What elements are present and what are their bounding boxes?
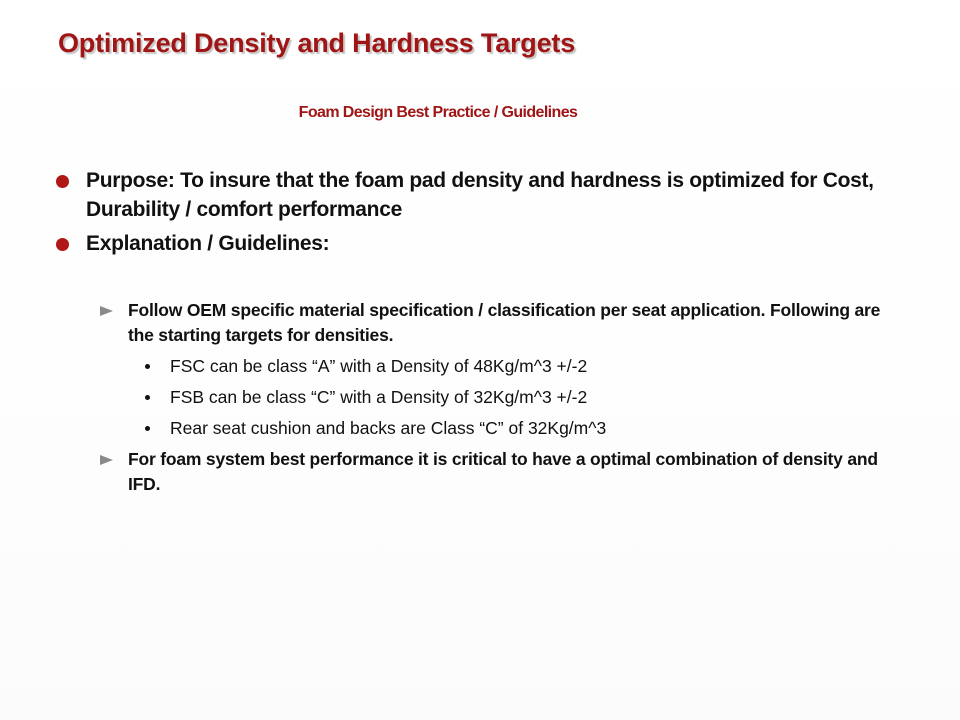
target-text: Rear seat cushion and backs are Class “C” of 32Kg/m^3 — [170, 418, 607, 438]
target-text: FSC can be class “A” with a Density of 48Kg/m^3 +/-2 — [170, 356, 588, 376]
dot-bullet-icon — [145, 426, 150, 431]
target-item-rear-seat — [145, 416, 865, 441]
target-text: FSB can be class “C” with a Density of 32Kg/m^3 +/-2 — [170, 387, 588, 407]
sub-bullet-oem-spec — [100, 298, 890, 348]
arrow-bullet-icon — [100, 306, 113, 316]
dot-bullet-icon — [145, 364, 150, 369]
bullet-text: Explanation / Guidelines: — [86, 232, 330, 255]
bullet-purpose — [56, 166, 876, 224]
dot-bullet-icon — [145, 395, 150, 400]
slide-subtitle: Foam Design Best Practice / Guidelines — [298, 104, 578, 121]
bullet-text: Purpose: To insure that the foam pad density and hardness is optimized for Cost, Durability / comfort performance — [86, 169, 874, 221]
target-item-fsb — [145, 385, 865, 410]
round-bullet-icon — [56, 175, 69, 188]
sub-bullet-foam-system — [100, 447, 890, 497]
sub-bullet-text: For foam system best performance it is critical to have a optimal combination of density and IFD. — [128, 449, 878, 494]
arrow-bullet-icon — [100, 455, 113, 465]
bullet-explanation — [56, 229, 876, 258]
sub-bullet-text: Follow OEM specific material specification / classification per seat application. Following are the starting targets for densities. — [128, 300, 881, 345]
slide-title: Optimized Density and Hardness Targets — [58, 28, 576, 58]
round-bullet-icon — [56, 238, 69, 251]
target-item-fsc — [145, 354, 865, 379]
